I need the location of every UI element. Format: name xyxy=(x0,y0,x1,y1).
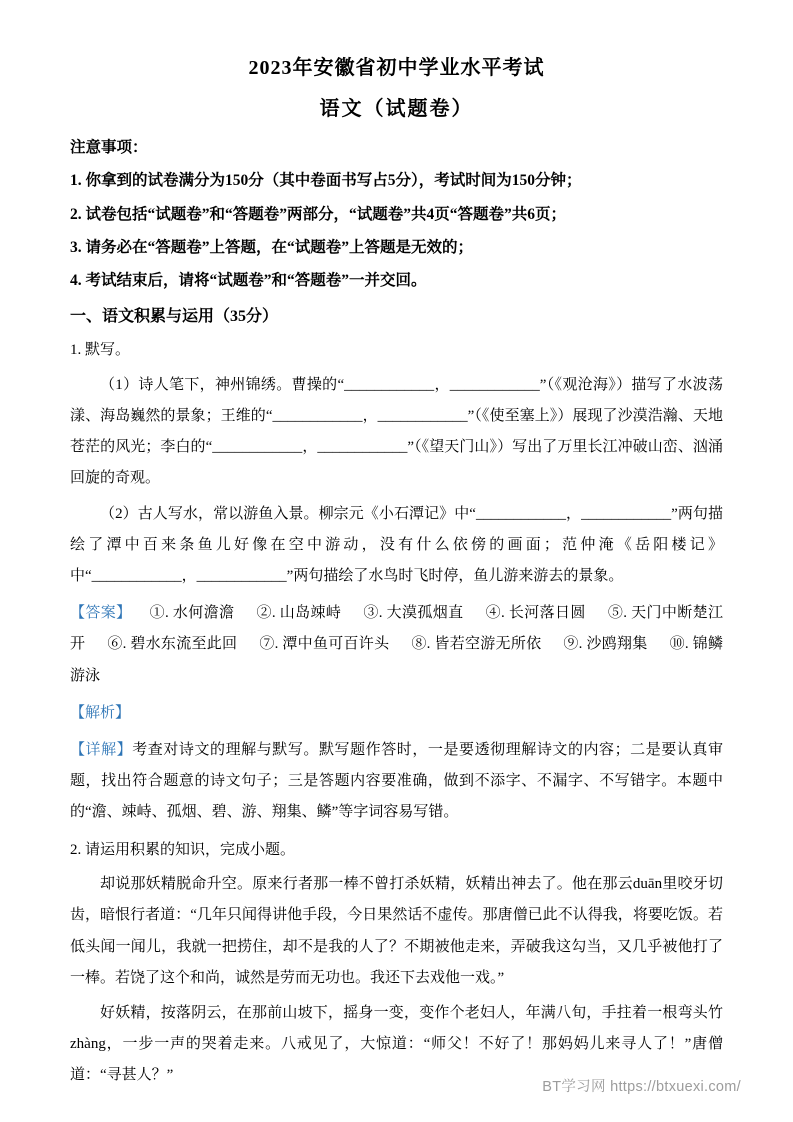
detail-label: 【详解】 xyxy=(70,741,133,758)
detail-text: 考查对诗文的理解与默写。默写题作答时，一是要透彻理解诗文的内容；二是要认真审题，找出符合题意的诗文句子；三是答题内容要准确，做到不添字、不漏字、不写错字。本题中的“澹、竦峙、孤烟、碧、游、翔集、鳞”等字词容易写错。 xyxy=(70,741,723,821)
answer-item: ⑥. 碧水东流至此回 xyxy=(107,636,238,653)
question-1-prompt: 1. 默写。 xyxy=(70,342,131,359)
notice-item-2: 2. 试卷包括“试题卷”和“答题卷”两部分，“试题卷”共4页“答题卷”共6页； xyxy=(70,205,567,223)
notice-item-4: 4. 考试结束后，请将“试题卷”和“答题卷”一并交回。 xyxy=(70,272,427,290)
answer-item: ⑧. 皆若空游无所依 xyxy=(411,636,542,653)
notice-section xyxy=(70,131,723,298)
answer-item: ⑩. 锦鳞游泳 xyxy=(70,636,723,684)
section-1-heading: 一、语文积累与运用（35分） xyxy=(70,307,279,325)
question-2-passage-1: 却说那妖精脱命升空。原来行者那一棒不曾打杀妖精，妖精出神去了。他在那云duān里咬牙切齿，暗恨行者道：“几年只闻得讲他手段，今日果然话不虚传。那唐僧已此不认得我，将要吃饭。若低头闻一闻儿，我就一把捞住，却不是我的人了？不期被他走来，弄破我这勾当，又几乎被他打了一棒。若饶了这个和尚，诚然是劳而无功也。我还下去戏他一戏。” xyxy=(70,876,723,986)
answer-item: ②. 山岛竦峙 xyxy=(256,605,342,622)
answer-item: ⑤. 天门中断楚江开 xyxy=(70,605,723,653)
notice-heading: 注意事项： xyxy=(70,139,148,156)
notice-item-1: 1. 你拿到的试卷满分为150分（其中卷面书写占5分），考试时间为150分钟； xyxy=(70,172,582,190)
exam-title: 2023年安徽省初中学业水平考试 xyxy=(248,57,545,79)
answer-item: ⑦. 潭中鱼可百许头 xyxy=(259,636,390,653)
answer-item: ①. 水何澹澹 xyxy=(149,605,235,622)
question-1-part-1: （1）诗人笔下，神州锦绣。曹操的“____________，____________”（《观沧海》）描写了水波荡漾、海岛巍然的景象；王维的“____________，____________”（《使至塞上》）展现了沙漠浩瀚、天地苍茫的风光；李白的“____________，____________”（《望天门山》）写出了万里长江冲破山峦、汹涌回旋的奇观。 xyxy=(70,376,723,487)
site-watermark: BT学习网 https://btxuexi.com/ xyxy=(542,1079,741,1095)
answer-item: ③. 大漠孤烟直 xyxy=(363,605,464,622)
analysis-label: 【解析】 xyxy=(70,704,131,721)
analysis-block xyxy=(70,698,723,729)
exam-subtitle: 语文（试题卷） xyxy=(319,98,474,120)
answer-label: 【答案】 xyxy=(70,605,132,622)
answer-item: ⑨. 沙鸥翔集 xyxy=(563,636,648,653)
notice-item-3: 3. 请务必在“答题卷”上答题，在“试题卷”上答题是无效的； xyxy=(70,238,474,256)
question-1-part-2: （2）古人写水，常以游鱼入景。柳宗元《小石潭记》中“____________，____________”两句描绘了潭中百来条鱼儿好像在空中游动，没有什么依傍的画面；范仲淹《岳阳楼记》中“____________，____________”两句描绘了水鸟时飞时停，鱼儿游来游去的景象。 xyxy=(70,505,723,585)
question-2-passage-2: 好妖精，按落阴云，在那前山坡下，摇身一变，变作个老妇人，年满八旬，手拄着一根弯头竹zhàng，一步一声的哭着走来。八戒见了，大惊道：“师父！不好了！那妈妈儿来寻人了！”唐僧道：“寻甚人？” xyxy=(70,1005,723,1084)
question-2-prompt: 2. 请运用积累的知识，完成小题。 xyxy=(70,841,296,858)
detail-block xyxy=(70,735,723,829)
answer-item: ④. 长河落日圆 xyxy=(485,605,586,622)
answer-block xyxy=(70,598,723,692)
